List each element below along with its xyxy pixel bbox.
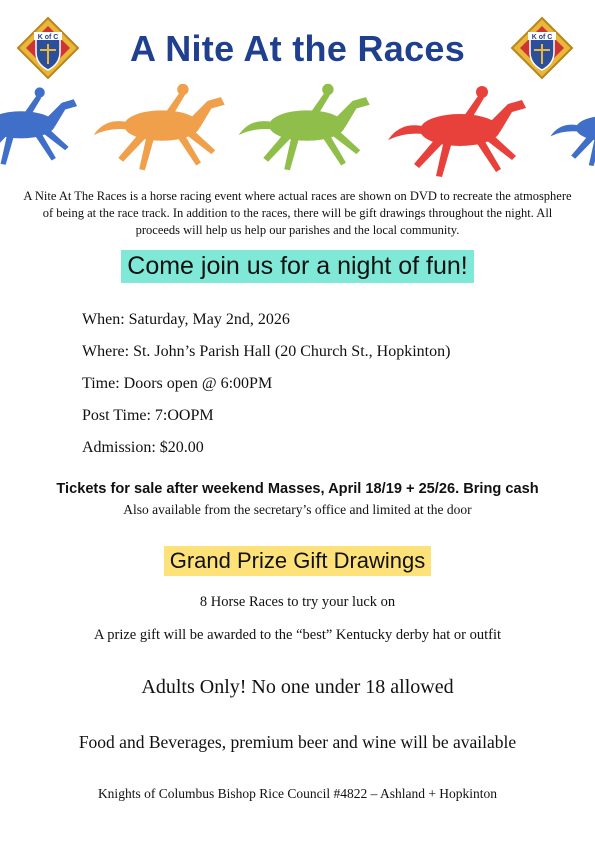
ticket-sales-note: Also available from the secretary’s office and limited at the door (123, 502, 472, 517)
food-beverages-line: Food and Beverages, premium beer and wine will be available (78, 732, 517, 752)
blue-horse-left-icon (0, 87, 77, 164)
event-date: When: Saturday, May 2nd, 2026 (82, 311, 290, 328)
doors-open-time: Time: Doors open @ 6:00PM (82, 375, 273, 392)
svg-text:K of C: K of C (531, 34, 553, 41)
blue-horse-right-icon (550, 93, 595, 166)
event-location: Where: St. John’s Parish Hall (20 Church St., Hopkinton) (82, 343, 451, 360)
races-line: 8 Horse Races to try your luck on (199, 594, 396, 610)
invitation-banner: Come join us for a night of fun! (121, 250, 473, 283)
prize-line: A prize gift will be awarded to the “best” Kentucky derby hat or outfit (93, 627, 502, 643)
admission-price: Admission: $20.00 (82, 439, 204, 456)
adults-only-line: Adults Only! No one under 18 allowed (141, 676, 454, 698)
orange-horse-icon (94, 84, 225, 170)
council-footer: Knights of Columbus Bishop Rice Council #4822 – Ashland + Hopkinton (97, 786, 498, 801)
ticket-sales-headline: Tickets for sale after weekend Masses, April 18/19 + 25/26. Bring cash (56, 481, 539, 497)
event-details (82, 304, 562, 464)
green-horse-icon (239, 84, 370, 170)
post-time: Post Time: 7:OOPM (82, 407, 214, 424)
grand-prize-banner: Grand Prize Gift Drawings (164, 546, 432, 576)
svg-text:K of C: K of C (37, 34, 59, 41)
event-description: A Nite At The Races is a horse racing event where actual races are shown on DVD to recreate the atmosphere of being at the race track. In addition to the races, there will be gift drawings throughout the night. All proceeds will help us help our parishes and the local community. (23, 189, 572, 237)
racehorse-illustration (0, 76, 595, 186)
page-title: A Nite At the Races (129, 28, 466, 69)
red-horse-icon (388, 86, 526, 177)
